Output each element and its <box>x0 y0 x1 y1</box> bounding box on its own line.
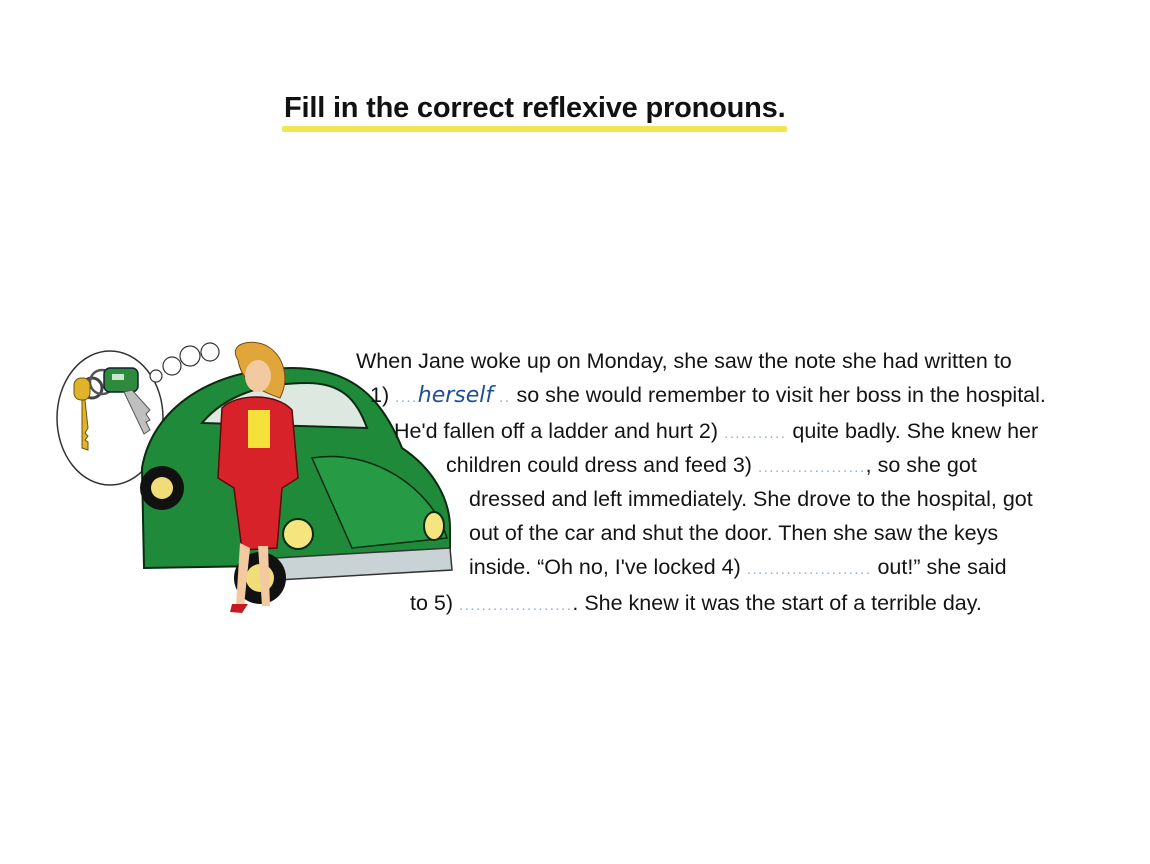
passage-line-8 <box>410 588 982 618</box>
passage-line-4 <box>446 450 977 480</box>
blank-3: ................... <box>757 459 866 476</box>
passage-line-8-text: to 5) <box>410 591 454 615</box>
passage-line-5: dressed and left immediately. She drove to the hospital, got <box>469 487 1033 511</box>
passage-line-8-after: . She knew it was the start of a terrible day. <box>572 591 982 615</box>
passage-line-6: out of the car and shut the door. Then she saw the keys <box>469 521 999 545</box>
passage-line-2-text: so she would remember to visit her boss in the hospital. <box>516 383 1046 407</box>
exercise-title-block <box>284 92 785 125</box>
passage-line-3-after: quite badly. She knew her <box>792 419 1039 443</box>
exercise-title: Fill in the correct reflexive pronouns. <box>284 92 786 124</box>
passage-line-4-text: children could dress and feed 3) <box>446 453 752 477</box>
blank-1-dots-left: .... <box>395 389 418 406</box>
passage-line-7-after: out!” she said <box>877 555 1007 579</box>
title-highlight <box>282 126 787 132</box>
passage-line-2 <box>370 380 1046 410</box>
passage-line-3-text: He'd fallen off a ladder and hurt 2) <box>394 419 719 443</box>
blank-4: ...................... <box>746 561 872 578</box>
passage-line-3 <box>394 416 1038 446</box>
passage-line-7 <box>469 552 1007 582</box>
blank-2: ........... <box>724 425 787 442</box>
blank-1-answer: herself <box>417 383 494 408</box>
passage-line-7-text: inside. “Oh no, I've locked 4) <box>469 555 741 579</box>
passage-line-4-after: , so she got <box>865 453 977 477</box>
blank-1-dots-right: .. <box>499 389 511 406</box>
passage-line-1: When Jane woke up on Monday, she saw the note she had written to <box>356 349 1012 373</box>
blank-5: .................... <box>459 597 573 614</box>
blank-1-number: 1) <box>370 383 390 407</box>
